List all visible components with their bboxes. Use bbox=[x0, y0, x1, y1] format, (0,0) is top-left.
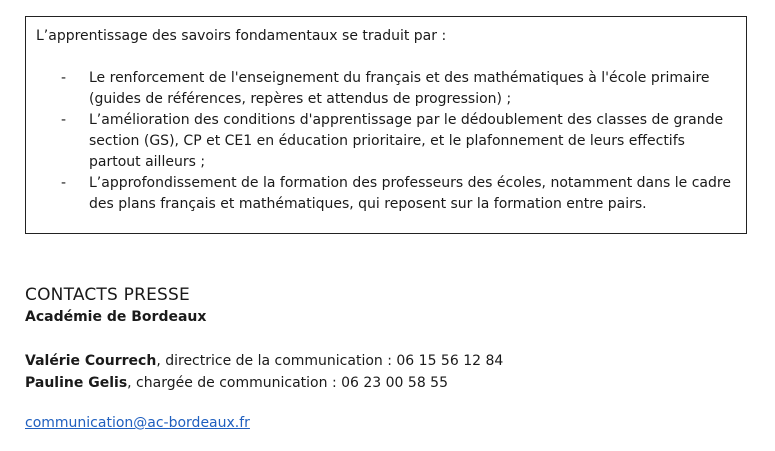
list-item bbox=[36, 173, 736, 215]
bullet-dash: - bbox=[61, 70, 67, 86]
bullet-list bbox=[36, 68, 736, 215]
contact-role: , directrice de la communication : 06 15 56 12 84 bbox=[156, 353, 504, 369]
list-item bbox=[36, 68, 736, 110]
list-item bbox=[36, 110, 736, 173]
contact-person bbox=[25, 372, 745, 394]
contact-name: Pauline Gelis bbox=[25, 375, 128, 391]
press-contacts bbox=[25, 284, 745, 433]
contact-name: Valérie Courrech bbox=[25, 353, 157, 369]
email-link[interactable]: communication@ac-bordeaux.fr bbox=[25, 415, 250, 431]
contact-person bbox=[25, 350, 745, 372]
organization-name: Académie de Bordeaux bbox=[25, 309, 207, 325]
list-item-text: Le renforcement de l'enseignement du français et des mathématiques à l'école primaire (guides de références, repères et attendus de progression) ; bbox=[89, 70, 710, 107]
bullet-dash: - bbox=[61, 112, 67, 128]
info-box bbox=[25, 16, 747, 234]
contact-role: , chargée de communication : 06 23 00 58 55 bbox=[127, 375, 448, 391]
bullet-dash: - bbox=[61, 175, 67, 191]
list-item-text: L’amélioration des conditions d'apprentissage par le dédoublement des classes de grande section (GS), CP et CE1 en éducation prioritaire, et le plafonnement de leurs effectifs partout ailleurs ; bbox=[89, 112, 724, 170]
list-item-text: L’approfondissement de la formation des professeurs des écoles, notamment dans le cadre des plans français et mathématiques, qui reposent sur la formation entre pairs. bbox=[89, 175, 731, 212]
box-intro: L’apprentissage des savoirs fondamentaux se traduit par : bbox=[36, 28, 447, 44]
contacts-title: CONTACTS PRESSE bbox=[25, 285, 190, 305]
